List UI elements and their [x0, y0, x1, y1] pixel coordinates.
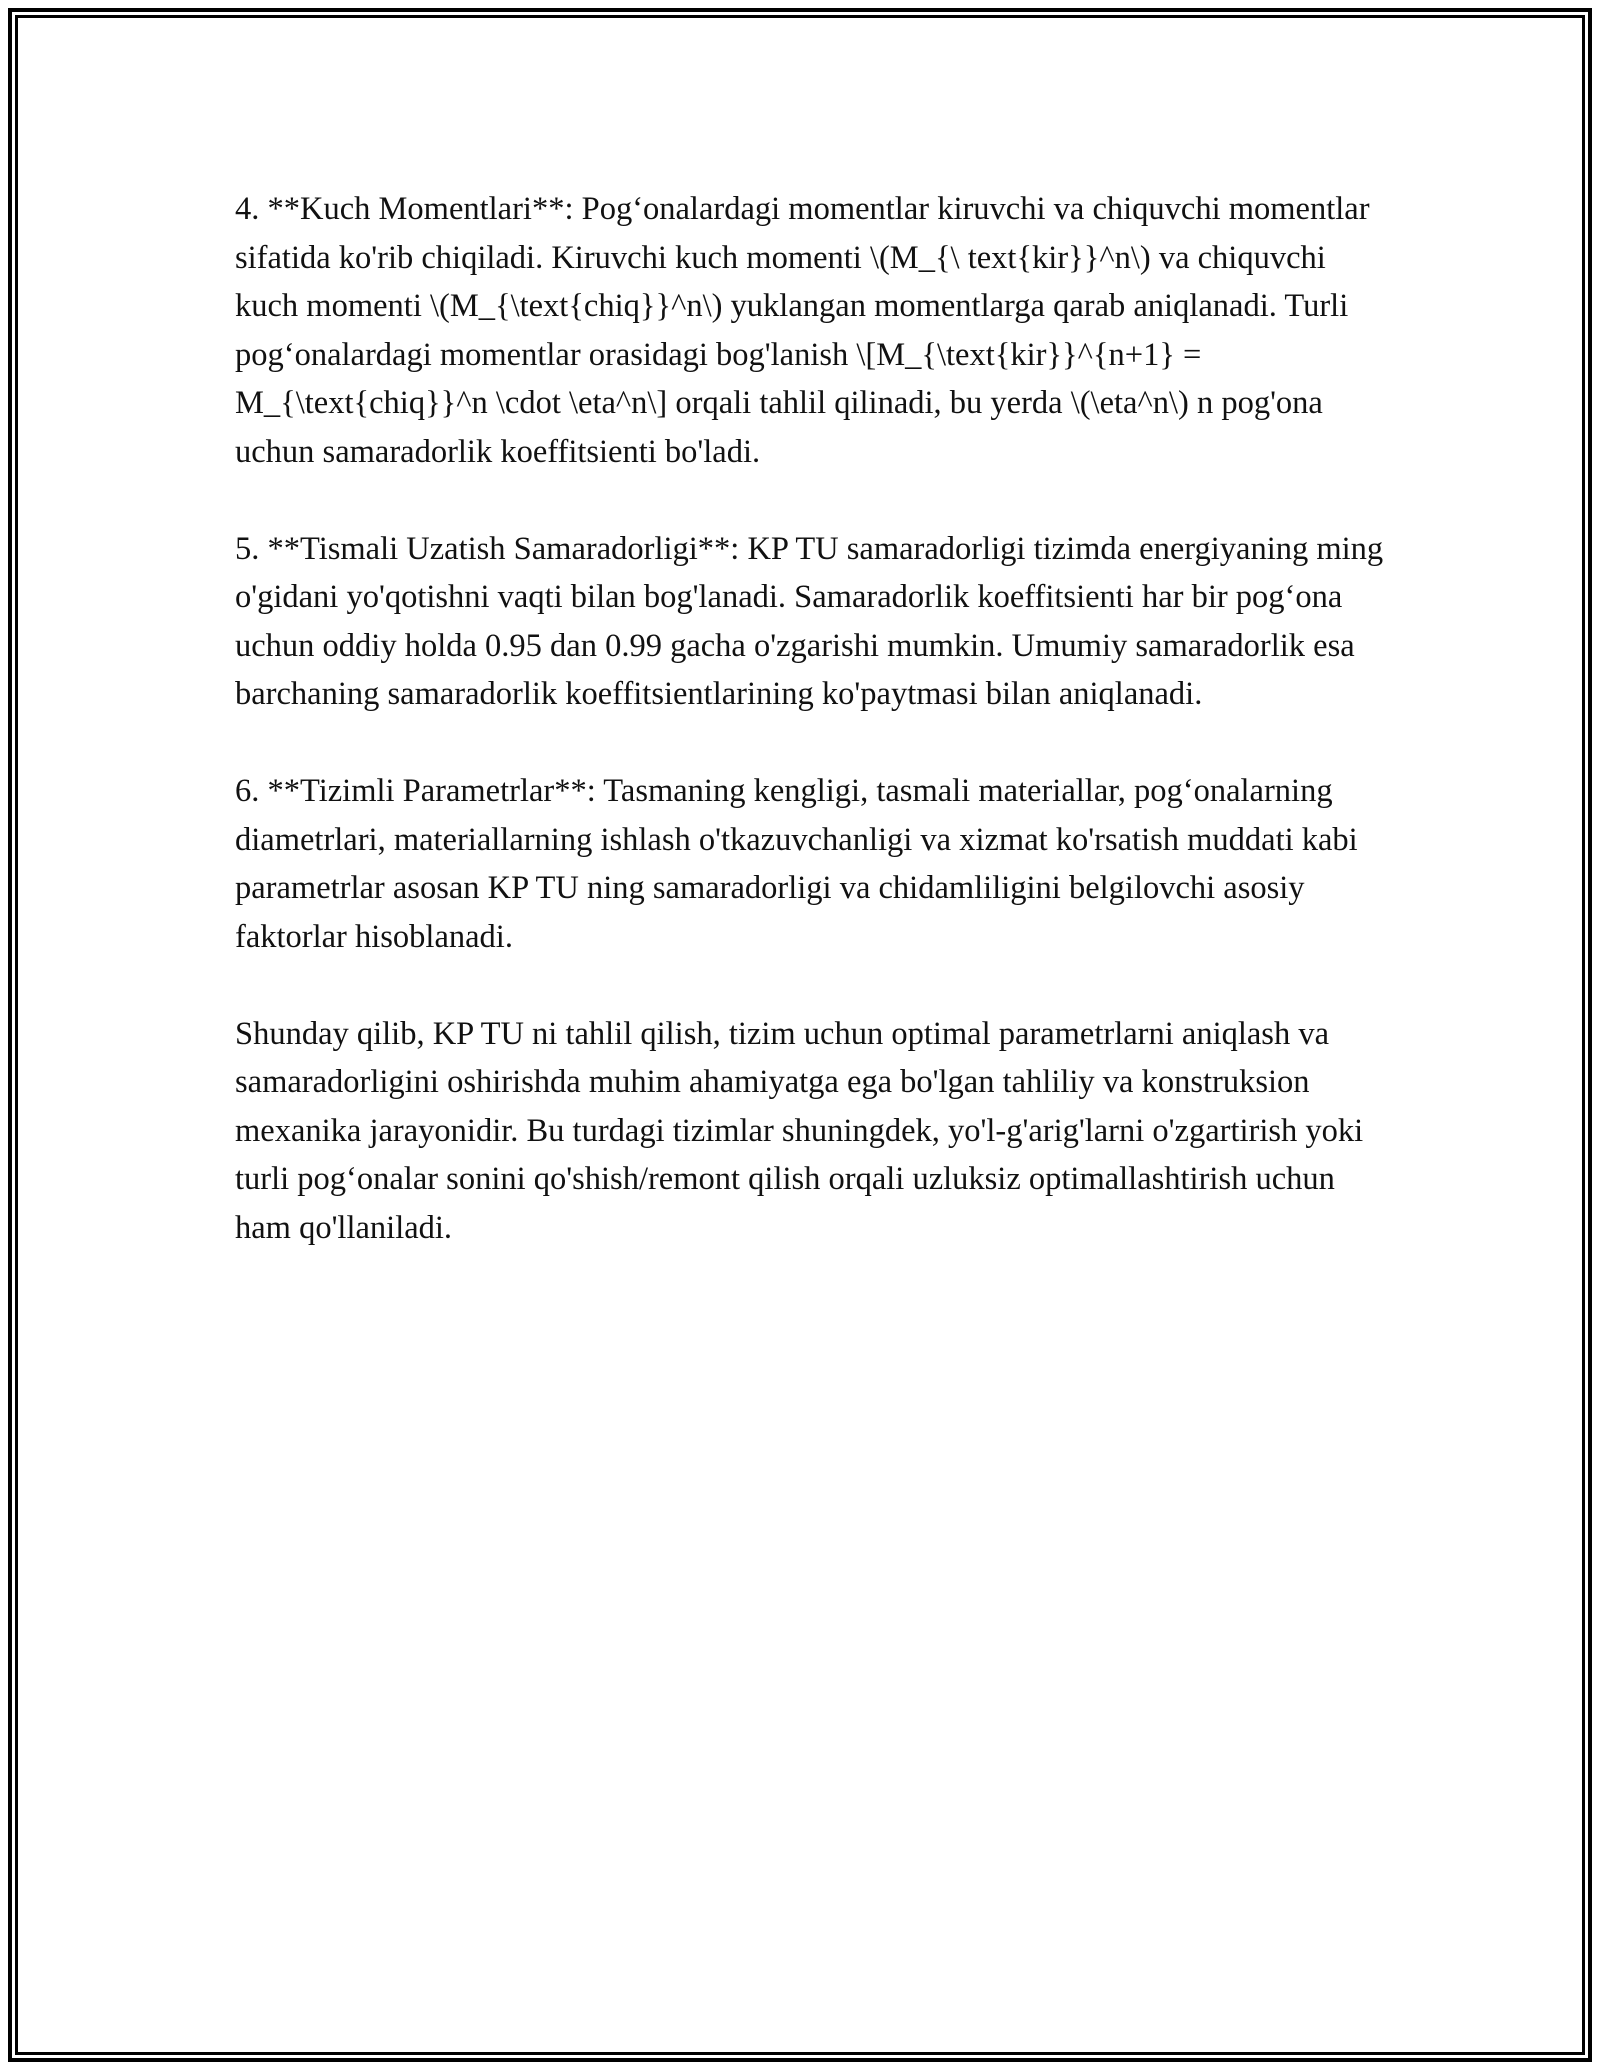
- paragraph-conclusion: Shunday qilib, KP TU ni tahlil qilish, tizim uchun optimal parametrlarni aniqlash va samaradorligini oshirishda muhim ahamiyatga ega bo'lgan tahliliy va konstruksion mexanika jarayonidir. Bu turdagi tizimlar shuningdek, yo'l-g'arig'larni o'zgartirish yoki turli pog‘onalar sonini qo'shish/remont qilish orqali uzluksiz optimallashtirish uchun ham qo'llaniladi.: [235, 1015, 1364, 1246]
- paragraph-kuch-momentlari: 4. **Kuch Momentlari**: Pog‘onalardagi momentlar kiruvchi va chiquvchi momentlar sifatida ko'rib chiqiladi. Kiruvchi kuch momenti \(M_{\ text{kir}}^n\) va chiquvchi kuch momenti \(M_{\text{chiq}}^n\) yuklangan momentlarga qarab aniqlanadi. Turli pog‘onalardagi momentlar orasidagi bog'lanish \[M_{\text{kir}}^{n+1} = M_{\text{chiq}}^n \cdot \eta^n\] orqali tahlil qilinadi, bu yerda \(\eta^n\) n pog'ona uchun samaradorlik koeffitsienti bo'ladi.: [235, 191, 1370, 470]
- document-body: [235, 185, 1385, 1301]
- paragraph-tismali-uzatish-samaradorligi: 5. **Tismali Uzatish Samaradorligi**: KP TU samaradorligi tizimda energiyaning ming o'gidani yo'qotishni vaqti bilan bog'lanadi. Samaradorlik koeffitsienti har bir pog‘ona uchun oddiy holda 0.95 dan 0.99 gacha o'zgarishi mumkin. Umumiy samaradorlik esa barchaning samaradorlik koeffitsientlarining ko'paytmasi bilan aniqlanadi.: [235, 530, 1384, 712]
- paragraph-tizimli-parametrlar: 6. **Tizimli Parametrlar**: Tasmaning kengligi, tasmali materiallar, pog‘onalarning diametrlari, materiallarning ishlash o'tkazuvchanligi va xizmat ko'rsatish muddati kabi parametrlar asosan KP TU ning samaradorligi va chidamliligini belgilovchi asosiy faktorlar hisoblanadi.: [235, 773, 1358, 955]
